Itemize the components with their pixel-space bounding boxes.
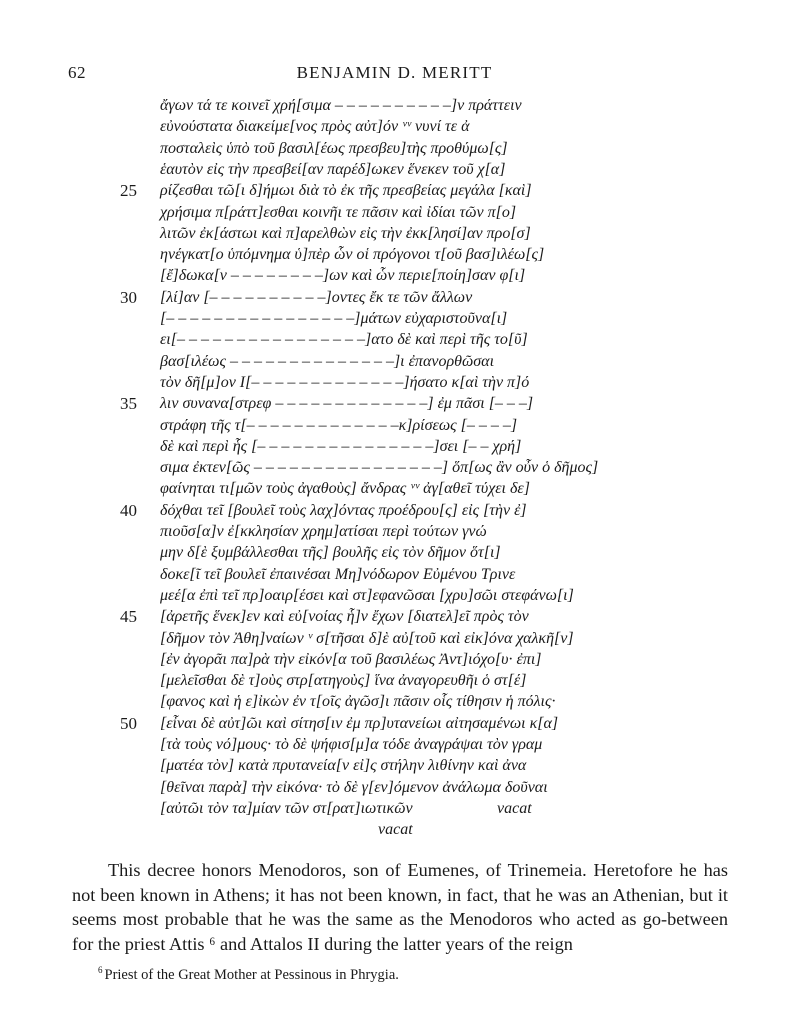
footnote-marker: 6 — [98, 965, 103, 975]
page-number: 62 — [68, 63, 86, 82]
inscription-line: μεέ[α ἐπὶ τεῖ πρ]οαιρ[έσει καὶ στ]εφανῶσαι [χρυ]σῶι στεφάνω[ι] — [160, 586, 574, 604]
inscription-line: σιμα ἐκτεν[ῶς – – – – – – – – – – – – – – – –] ὅπ[ως ἂν οὖν ὁ δῆμος] — [160, 459, 599, 477]
inscription-line: [αὐτῶι τὸν τα]μίαν τῶν στ[ρατ]ιωτικῶν — [160, 799, 413, 817]
inscription-line: πιοῦσ[α]ν ἐ[κκλησίαν χρημ]ατίσαι περὶ τούτων γνώ — [160, 523, 487, 540]
inscription-line: δὲ καὶ περὶ ἧς [– – – – – – – – – – – – – – –]σει [– – χρή] — [160, 437, 522, 455]
inscription-line: δοκε[ῖ τεῖ βουλεῖ ἐπαινέσαι Μη]νόδωρον Εὐμένου Τρινε — [160, 565, 516, 583]
inscription-line: [δῆμον τὸν Ἀθη]ναίων ᵛ σ[τῆσαι δ]ὲ αὐ[τοῦ καὶ εἰκ]όνα χαλκῆ[ν] — [160, 629, 574, 647]
line-number: 25 — [120, 181, 137, 201]
inscription-line: [θεῖναι παρὰ] τὴν εἰκόνα· τὸ δὲ γ[εν]όμενον ἀνάλωμα δοῦναι — [160, 778, 548, 796]
footnote-text: Priest of the Great Mother at Pessinous in Phrygia. — [104, 966, 399, 983]
inscription-line: ἑαυτὸν εἰς τὴν πρεσβεί[αν παρέδ]ωκεν ἕνεκεν τοῦ χ[α] — [160, 160, 506, 178]
commentary-paragraph: This decree honors Menodoros, son of Eumenes, of Trinemeia. Heretofore he has not been known in Athens; it has not been known, in fact, that he was an Athenian, but it seems most probable that he was the same as the Menodoros who acted as go-between for the priest Attis ⁶ and Attalos II during the latter years of the reign — [72, 860, 728, 954]
vacat-right: vacat — [497, 799, 532, 817]
inscription-line: ρίζεσθαι τῶ[ι δ]ήμωι διὰ τὸ ἐκ τῆς πρεσβείας μεγάλα [καὶ] — [160, 182, 532, 200]
inscription-line: [τὰ τοὺς νό]μους· τὸ δὲ ψήφισ[μ]α τόδε ἀναγράψαι τὸν γραμ — [160, 736, 543, 753]
commentary — [72, 858, 728, 956]
inscription-line: στράφη τῆς τ[– – – – – – – – – – – – –κ]ρίσεως [– – – –] — [160, 416, 518, 434]
inscription-line: [μελεῖσθαι δὲ τ]οὺς στρ[ατηγοὺς] ἵνα ἀναγορευθῆι ὁ στ[έ] — [160, 672, 527, 690]
line-number: 35 — [120, 394, 137, 414]
line-number: 50 — [120, 713, 137, 733]
inscription-line: [λί]αν [– – – – – – – – – –]οντες ἔκ τε τῶν ἄλλων — [160, 288, 473, 306]
inscription-line: [εἶναι δὲ αὐτ]ῶι καὶ σίτησ[ιν ἐμ πρ]υτανείωι αἰτησαμένωι κ[α] — [160, 714, 559, 732]
footnote — [98, 961, 399, 984]
inscription-line: δόχθαι τεῖ [βουλεῖ τοὺς λαχ]όντας προέδρου[ς] εἰς [τὴν ἐ] — [160, 501, 527, 519]
inscription-line: φαίνηται τι[μῶν τοὺς ἀγαθοὺς] ἄνδρας ᵛᵛ ἀγ[αθεῖ τύχει δε] — [160, 480, 530, 498]
inscription-line: [ἐν ἀγορᾶι πα]ρὰ τὴν εἰκόν[α τοῦ βασιλέως Ἀντ]ιόχο[υ· ἐπι] — [160, 650, 542, 668]
inscription-line: ποσταλεὶς ὑπὸ τοῦ βασιλ[έως πρεσβευ]τὴς προθύμω[ς] — [160, 139, 508, 157]
running-head: BENJAMIN D. MERITT — [296, 63, 493, 82]
inscription-line: ηνέγκατ[ο ὑπόμνημα ὑ]πὲρ ὧν οἱ πρόγονοι τ[οῦ βασ]ιλέω[ς] — [160, 246, 545, 264]
line-number: 45 — [120, 607, 137, 627]
inscription-line: ἄγων τά τε κοινεῖ χρή[σιμα – – – – – – – – – –]ν πράττειν — [160, 97, 522, 114]
inscription-line: μην δ[ὲ ξυμβάλλεσθαι τῆς] βουλῆς εἰς τὸν δῆμον ὅτ[ι] — [160, 544, 501, 562]
line-number: 40 — [120, 500, 137, 520]
inscription-line: [φανος καὶ ἡ ε]ἰκὼν ἐν τ[οῖς ἀγῶσ]ι πᾶσιν οἷς τίθησιν ἡ πόλις· — [160, 693, 556, 711]
inscription-line: [– – – – – – – – – – – – – – – –]μάτων εὐχαριστοῦνα[ι] — [160, 310, 508, 327]
inscription-line: [ἀρετῆς ἕνεκ]εν καὶ εὐ[νοίας ἧ]ν ἔχων [διατελ]εῖ πρὸς τὸν — [160, 608, 529, 626]
inscription-line: λιν συνανα[στρεφ – – – – – – – – – – – – –] ἐμ πᾶσι [– – –] — [160, 395, 534, 413]
inscription-line: τὸν δῆ[μ]ον I[– – – – – – – – – – – – –]ήσατο κ[αὶ τὴν π]ό — [160, 373, 530, 391]
inscription-line: [ματέα τὸν] κατὰ πρυτανεία[ν εἰ]ς στήλην λιθίνην καὶ ἀνα — [160, 757, 527, 775]
line-number: 30 — [120, 287, 137, 307]
inscription-line: [ἔ]δωκα[ν – – – – – – – –]ων καὶ ὧν περιε[ποίη]σαν φ[ι] — [160, 267, 526, 285]
inscription-line: λιτῶν ἐκ[άστωι καὶ π]αρελθὼν εἰς τὴν ἐκκ[λησί]αν προ[σ] — [160, 224, 531, 242]
vacat-center: vacat — [378, 821, 413, 839]
inscription-line: εὐνούστατα διακείμε[νος πρὸς αὐτ]όν ᵛᵛ νυνί τε ἀ — [160, 118, 470, 136]
inscription-line: χρήσιμα π[ράττ]εσθαι κοινῆι τε πᾶσιν καὶ ἰδίαι τῶν π[ο] — [160, 203, 517, 221]
inscription-line: βασ[ιλέως – – – – – – – – – – – – – –]ι ἐπανορθῶσαι — [160, 352, 495, 370]
inscription-line: ει[– – – – – – – – – – – – – – – –]ατο δὲ καὶ περὶ τῆς το[ῦ] — [160, 331, 528, 349]
